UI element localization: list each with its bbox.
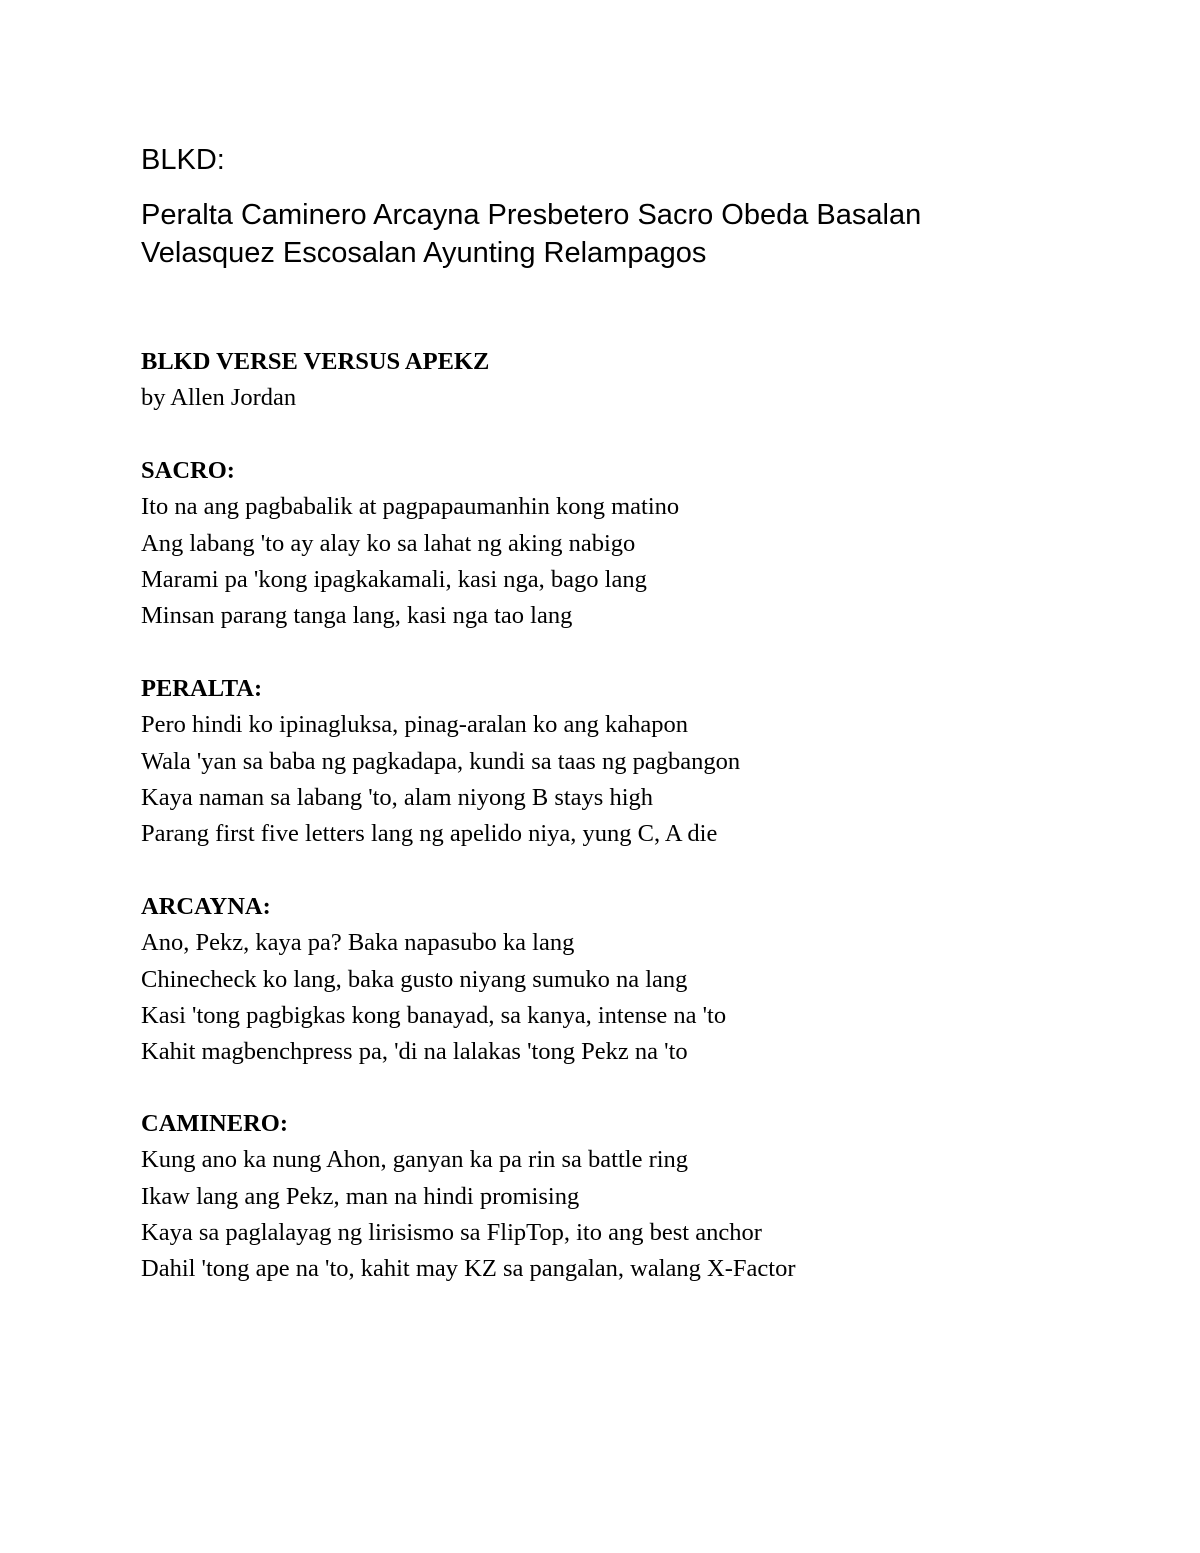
member-names-line-1: Peralta Caminero Arcayna Presbetero Sacro Obeda Basalan [141, 199, 922, 231]
verse-line: Kasi 'tong pagbigkas kong banayad, sa kanya, intense na 'to [141, 1001, 727, 1029]
verse-line: Parang first five letters lang ng apelido niya, yung C, A die [141, 820, 718, 848]
title-block [141, 344, 489, 417]
verse-line: Kung ano ka nung Ahon, ganyan ka pa rin sa battle ring [141, 1146, 689, 1174]
verse-sacro [141, 453, 679, 634]
verse-speaker: PERALTA: [141, 675, 263, 702]
verse-line: Minsan parang tanga lang, kasi nga tao lang [141, 602, 573, 630]
verse-line: Kaya sa paglalayag ng lirisismo sa FlipTop, ito ang best anchor [141, 1218, 762, 1246]
verse-line: Ang labang 'to ay alay ko sa lahat ng aking nabigo [141, 529, 636, 557]
verse-line: Wala 'yan sa baba ng pagkadapa, kundi sa taas ng pagbangon [141, 747, 741, 775]
header-label: BLKD: [141, 144, 225, 176]
verse-arcayna [141, 889, 726, 1070]
verse-line: Kaya naman sa labang 'to, alam niyong B stays high [141, 783, 653, 811]
verse-caminero [141, 1106, 795, 1287]
byline: by Allen Jordan [141, 384, 297, 412]
verse-line: Ano, Pekz, kaya pa? Baka napasubo ka lang [141, 929, 575, 957]
verse-speaker: CAMINERO: [141, 1110, 288, 1137]
verse-line: Pero hindi ko ipinagluksa, pinag-aralan ko ang kahapon [141, 711, 689, 739]
verse-line: Dahil 'tong ape na 'to, kahit may KZ sa pangalan, walang X-Factor [141, 1255, 796, 1283]
member-names-line-2: Velasquez Escosalan Ayunting Relampagos [141, 237, 707, 269]
verse-line: Marami pa 'kong ipagkakamali, kasi nga, bago lang [141, 565, 647, 593]
verse-speaker: ARCAYNA: [141, 893, 271, 920]
verse-peralta [141, 671, 740, 852]
verse-speaker: SACRO: [141, 457, 235, 484]
document-title: BLKD VERSE VERSUS APEKZ [141, 348, 490, 375]
verse-line: Ikaw lang ang Pekz, man na hindi promising [141, 1182, 580, 1210]
verse-line: Kahit magbenchpress pa, 'di na lalakas 'tong Pekz na 'to [141, 1038, 688, 1066]
member-names [141, 196, 1041, 272]
verse-line: Chinecheck ko lang, baka gusto niyang sumuko na lang [141, 965, 688, 993]
verse-line: Ito na ang pagbabalik at pagpapaumanhin kong matino [141, 493, 680, 521]
